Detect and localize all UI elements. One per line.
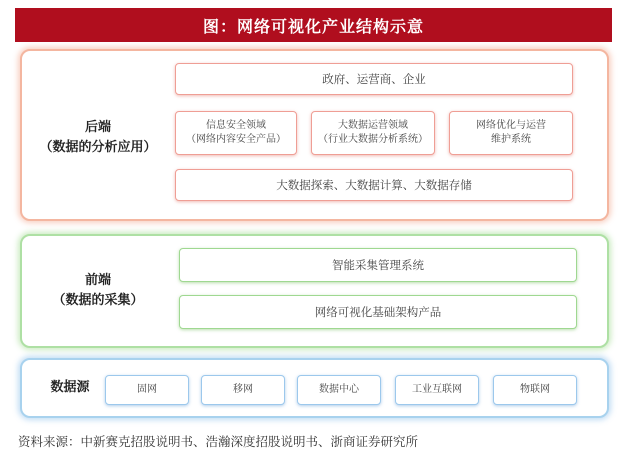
figure-title: 图：网络可视化产业结构示意: [15, 8, 612, 42]
box-line1: 信息安全领域: [206, 120, 266, 131]
datasource-item-text: 物联网: [520, 384, 550, 395]
frontend-box-text: 网络可视化基础架构产品: [314, 305, 442, 319]
datasource-item-mobile-network: [201, 375, 285, 405]
datasource-item-text: 数据中心: [319, 384, 359, 395]
box-line2: （行业大数据分析系统）: [318, 134, 428, 145]
datasource-item-text: 工业互联网: [412, 384, 462, 395]
backend-top-box: [175, 63, 573, 95]
frontend-label: [28, 271, 168, 311]
frontend-label-subtitle: （数据的采集）: [52, 293, 144, 308]
frontend-box-text: 智能采集管理系统: [332, 258, 424, 272]
backend-bottom-box-text: 大数据探索、大数据计算、大数据存储: [276, 178, 472, 192]
box-line1: 大数据运营领域: [338, 120, 408, 131]
box-line1: 网络优化与运营: [476, 120, 546, 131]
backend-top-box-text: 政府、运营商、企业: [322, 72, 426, 86]
backend-mid-box-optimization: [449, 111, 573, 155]
backend-label: [28, 118, 168, 158]
datasource-item-iot: [493, 375, 577, 405]
backend-mid-box-security: [175, 111, 297, 155]
frontend-label-title: 前端: [84, 273, 111, 288]
datasource-item-data-center: [297, 375, 381, 405]
datasource-item-fixed-network: [105, 375, 189, 405]
backend-label-subtitle: （数据的分析应用）: [39, 140, 157, 155]
backend-label-title: 后端: [84, 120, 111, 135]
frontend-box-infrastructure: [179, 295, 577, 329]
box-line2: 维护系统: [491, 134, 531, 145]
frontend-box-collection: [179, 248, 577, 282]
datasource-item-text: 固网: [137, 384, 157, 395]
backend-mid-box-bigdata: [311, 111, 435, 155]
box-line2: （网络内容安全产品）: [186, 134, 286, 145]
datasource-item-text: 移网: [233, 384, 253, 395]
backend-bottom-box: [175, 169, 573, 201]
source-note: 资料来源：中新赛克招股说明书、浩瀚深度招股说明书、浙商证券研究所: [18, 434, 419, 449]
datasource-label: 数据源: [50, 380, 90, 395]
datasource-item-industrial-internet: [395, 375, 479, 405]
